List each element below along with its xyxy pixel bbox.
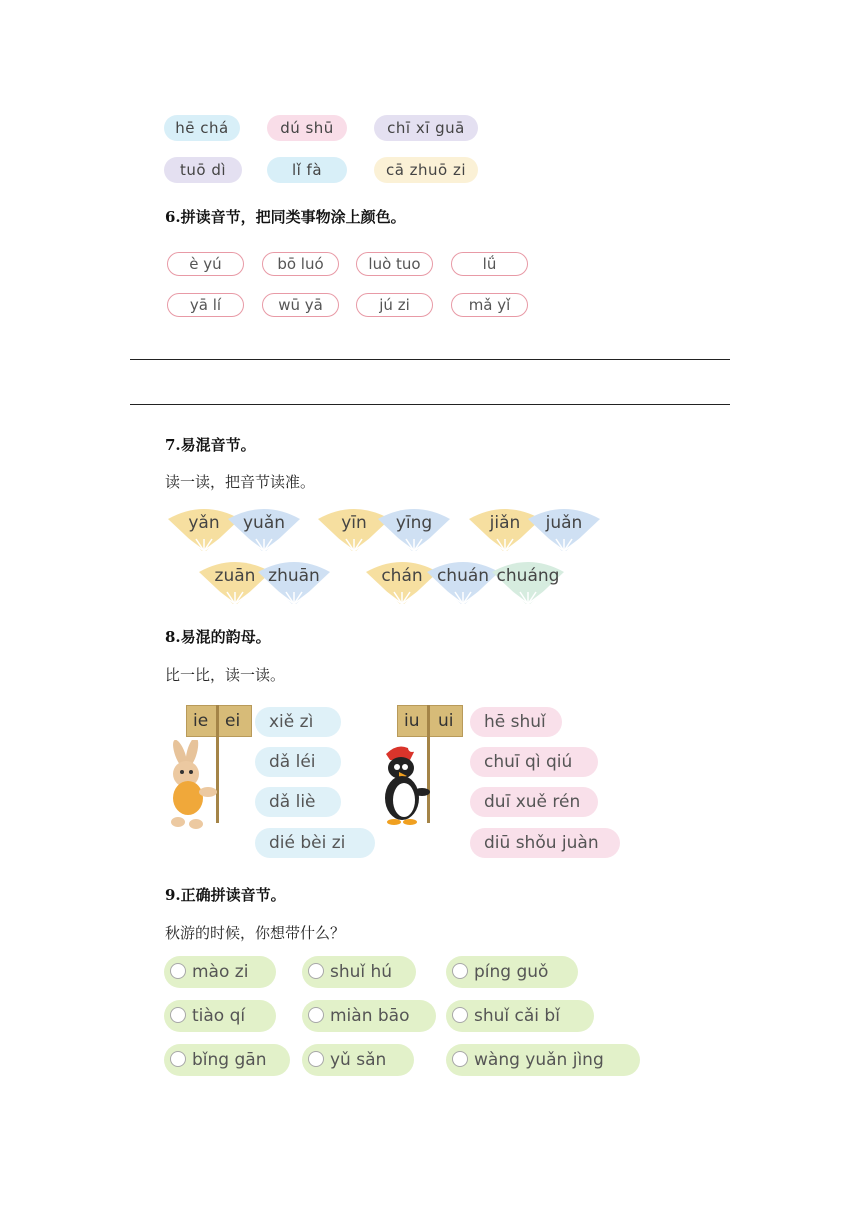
- q6-item[interactable]: yā lí: [167, 293, 244, 317]
- q6-item[interactable]: wū yā: [262, 293, 339, 317]
- answer-option[interactable]: wàng yuǎn jìng: [446, 1044, 640, 1076]
- fan-label: juǎn: [545, 513, 583, 533]
- fan-syllable: [256, 558, 332, 604]
- q6-item[interactable]: bō luó: [262, 252, 339, 276]
- q6-item[interactable]: jú zi: [356, 293, 433, 317]
- fan-label: yīn: [341, 513, 367, 533]
- radio-circle[interactable]: [170, 963, 186, 979]
- rabbit-illustration: [162, 740, 226, 832]
- radio-circle[interactable]: [452, 963, 468, 979]
- radio-circle[interactable]: [170, 1051, 186, 1067]
- answer-option[interactable]: shuǐ cǎi bǐ: [446, 1000, 594, 1032]
- fan-label: chuán: [436, 566, 490, 586]
- q7-instruction: 读一读，把音节读准。: [165, 473, 316, 491]
- q9-title: 9.正确拼读音节。: [165, 886, 286, 904]
- radio-circle[interactable]: [452, 1007, 468, 1023]
- q8-title: 8.易混的韵母。: [165, 628, 271, 646]
- word-pill: chuī qì qiú: [470, 747, 598, 777]
- radio-circle[interactable]: [452, 1051, 468, 1067]
- q6-item[interactable]: lǘ: [451, 252, 528, 276]
- vowel-sign-left: [186, 705, 252, 737]
- fan-syllable: [376, 505, 452, 551]
- q9-question: 秋游的时候，你想带什么？: [165, 924, 346, 942]
- word-pill: duī xuě rén: [470, 787, 598, 817]
- sign-vowel: iu: [404, 711, 420, 731]
- fan-label: yīng: [395, 513, 433, 533]
- q6-title: 6.拼读音节，把同类事物涂上颜色。: [165, 208, 406, 226]
- answer-option[interactable]: píng guǒ: [446, 956, 578, 988]
- fan-label: yǎn: [188, 513, 220, 533]
- pinyin-pill: lǐ fà: [267, 157, 347, 183]
- pinyin-pill: hē chá: [164, 115, 240, 141]
- vowel-sign-right: [397, 705, 463, 737]
- fan-label: zhuān: [268, 566, 320, 586]
- answer-option[interactable]: shuǐ hú: [302, 956, 416, 988]
- radio-circle[interactable]: [308, 1051, 324, 1067]
- q6-item[interactable]: luò tuo: [356, 252, 433, 276]
- fan-label: yuǎn: [242, 513, 286, 533]
- q8-instruction: 比一比，读一读。: [165, 666, 286, 684]
- answer-option[interactable]: miàn bāo: [302, 1000, 436, 1032]
- word-pill: dǎ liè: [255, 787, 341, 817]
- radio-circle[interactable]: [308, 1007, 324, 1023]
- penguin-illustration: [374, 740, 434, 826]
- answer-option[interactable]: mào zi: [164, 956, 276, 988]
- radio-circle[interactable]: [170, 1007, 186, 1023]
- sign-vowel: ei: [225, 711, 241, 731]
- pinyin-pill: chī xī guā: [374, 115, 478, 141]
- divider-line: [130, 359, 730, 360]
- fan-label: zuān: [214, 566, 256, 586]
- divider-line: [130, 404, 730, 405]
- answer-option[interactable]: tiào qí: [164, 1000, 276, 1032]
- answer-option[interactable]: bǐng gān: [164, 1044, 290, 1076]
- word-pill: hē shuǐ: [470, 707, 562, 737]
- fan-syllable: [226, 505, 302, 551]
- fan-syllable: [526, 505, 602, 551]
- fan-label: chuáng: [496, 566, 560, 586]
- word-pill: diū shǒu juàn: [470, 828, 620, 858]
- word-pill: xiě zì: [255, 707, 341, 737]
- pinyin-pill: tuō dì: [164, 157, 242, 183]
- pinyin-pill: dú shū: [267, 115, 347, 141]
- fan-label: chán: [381, 566, 423, 586]
- fan-syllable: [490, 558, 566, 604]
- q6-item[interactable]: è yú: [167, 252, 244, 276]
- word-pill: dǎ léi: [255, 747, 341, 777]
- sign-vowel: ui: [438, 711, 454, 731]
- q7-title: 7.易混音节。: [165, 436, 256, 454]
- q6-item[interactable]: mǎ yǐ: [451, 293, 528, 317]
- sign-vowel: ie: [193, 711, 209, 731]
- radio-circle[interactable]: [308, 963, 324, 979]
- pinyin-pill: cā zhuō zi: [374, 157, 478, 183]
- word-pill: dié bèi zi: [255, 828, 375, 858]
- fan-label: jiǎn: [489, 513, 521, 533]
- answer-option[interactable]: yǔ sǎn: [302, 1044, 414, 1076]
